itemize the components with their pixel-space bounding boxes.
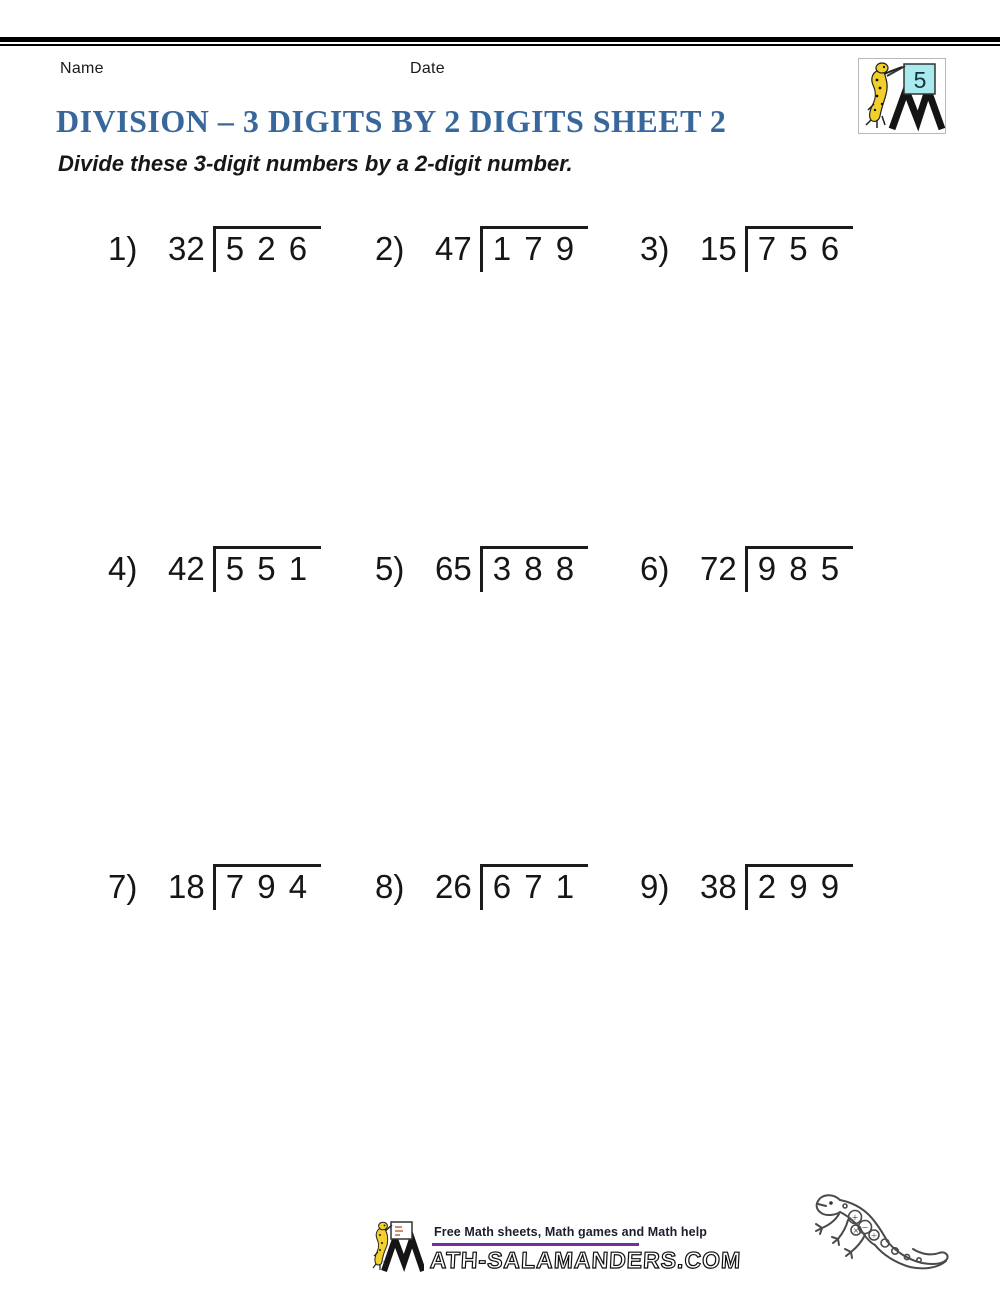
division-problem-5 (375, 546, 588, 592)
problems-row-3 (0, 864, 1000, 934)
division-problem-7 (108, 864, 321, 910)
page-instructions: Divide these 3-digit numbers by a 2-digit number. (58, 151, 573, 176)
division-problem-3 (640, 226, 853, 272)
dividend: 5 2 6 (213, 226, 321, 272)
problem-number: 8) (375, 868, 405, 905)
dividend: 7 5 6 (745, 226, 853, 272)
divisor: 18 (168, 868, 205, 905)
divisor: 72 (700, 550, 737, 587)
division-problem-1 (108, 226, 321, 272)
name-field-label: Name (60, 60, 104, 77)
division-problem-8 (375, 864, 588, 910)
footer-salamander-logo-icon (372, 1219, 424, 1273)
dividend: 2 9 9 (745, 864, 853, 910)
date-field-label: Date (410, 60, 445, 77)
svg-text:×: × (852, 1226, 860, 1235)
problem-number: 6) (640, 550, 670, 587)
problem-number: 5) (375, 550, 405, 587)
footer-branding (372, 1219, 741, 1274)
top-rule (0, 37, 1000, 46)
grade-number: 5 (913, 67, 927, 93)
problem-number: 4) (108, 550, 138, 587)
dividend: 5 5 1 (213, 546, 321, 592)
dividend: 6 7 1 (480, 864, 588, 910)
footer-tagline: Free Math sheets, Math games and Math help (434, 1225, 708, 1239)
dividend: 9 8 5 (745, 546, 853, 592)
svg-text:+: + (851, 1213, 859, 1222)
problems-row-2 (0, 546, 1000, 616)
dividend: 1 7 9 (480, 226, 588, 272)
dividend: 7 9 4 (213, 864, 321, 910)
divisor: 42 (168, 550, 205, 587)
problem-number: 9) (640, 868, 670, 905)
problems-row-1 (0, 226, 1000, 296)
footer-divider (432, 1243, 639, 1246)
division-problem-2 (375, 226, 588, 272)
divisor: 26 (435, 868, 472, 905)
dividend: 3 8 8 (480, 546, 588, 592)
problem-number: 3) (640, 230, 670, 267)
divisor: 47 (435, 230, 472, 267)
problem-number: 7) (108, 868, 138, 905)
svg-text:÷: ÷ (870, 1231, 878, 1240)
division-problem-9 (640, 864, 853, 910)
divisor: 15 (700, 230, 737, 267)
svg-text:−: − (861, 1223, 869, 1232)
divisor: 38 (700, 868, 737, 905)
divisor: 65 (435, 550, 472, 587)
page-title: DIVISION – 3 DIGITS BY 2 DIGITS SHEET 2 (56, 103, 727, 139)
footer-site-name: ATH-SALAMANDERS.COM (429, 1247, 742, 1273)
gecko-illustration (795, 1178, 960, 1283)
division-problem-6 (640, 546, 853, 592)
divisor: 32 (168, 230, 205, 267)
gecko-icon (795, 1178, 960, 1278)
division-problem-4 (108, 546, 321, 592)
problem-number: 2) (375, 230, 405, 267)
problem-number: 1) (108, 230, 138, 267)
